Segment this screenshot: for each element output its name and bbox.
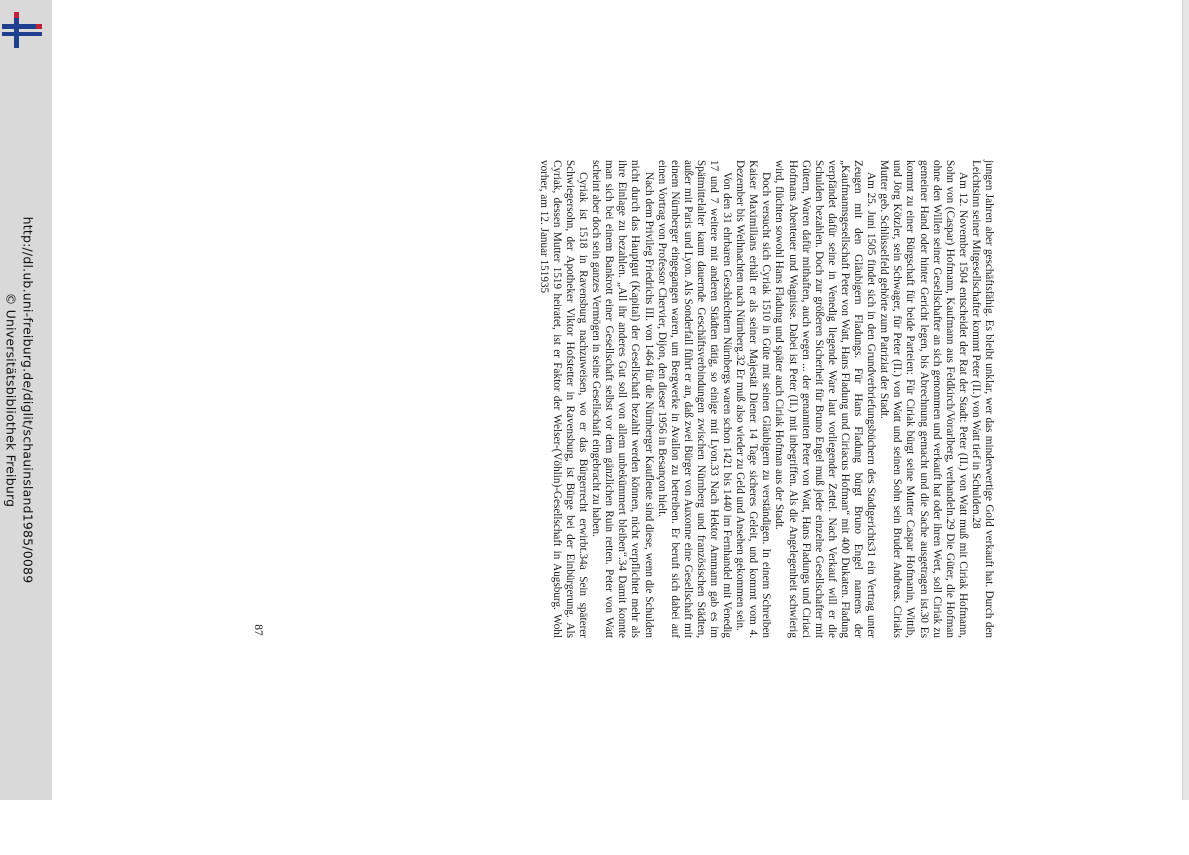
rotated-page-content [537,160,995,638]
paragraph: Am 25. Juni 1505 findet sich in den Grundverbriefungsbüchern des Stadtgerichts31 ein Vertrag unter Zeugen mit den Gläubigern Fladungs. Für Hans Fladung bürgt Bruno Engel namens der „Kaufmannsgesellschaft Peter von Watt, Hans Fladung und Ciriacus Hofman“ mit 400 Dukaten. Fladung verpfändet dafür seine in Venedig liegende Ware laut vorliegender Zettel. Nach Verkauf will er die Schulden bezahlen. Doch zur größeren Sicherheit für Bruno Engel muß jeder einzelne Gesellschafter mit Gütern, Waren dafür mithaften, auch wegen ... der genannten Peter von Watt, Hans Fladungs und Ciriaci Hofmans Abenteuer und Wagnisse. Dabei ist Peter (II.) mit inbegriffen. Als die Angelegenheit schwierig wird, flüchten sowohl Hans Fladung und später auch Ciriak Hofman aus der Stadt. [773,160,878,638]
paragraph: Nach dem Privileg Friedrichs III. von 1464 für die Nürnberger Kaufleute sind diese, wenn die Schulden nicht durch das Hauptgut (Kapital) der Gesellschaft bezahlt werden können, nicht verpflichtet mehr als ihre Einlage zu bezahlen. „All ihr anderes Gut soll von allem unbekümmert bleiben“.34 Damit konnte man sich bei einem Bankrott einer Gesellschaft selbst vor dem gänzlichen Ruin retten. Peter von Watt scheint aber doch sein ganzes Vermögen in seine Gesellschaft eingebracht zu haben. [590,160,655,638]
source-url[interactable]: http://dl.ub.uni-freiburg.de/diglit/schauinsland1985/0089 [20,216,36,584]
page-number: 87 [251,624,264,636]
copyright-notice: © Universitätsbibliothek Freiburg [3,292,19,508]
paragraph: Doch versucht sich Cyriak 1510 in Güte mit seinen Gläubigern zu verständigen. In einem Schreiben Kaiser Maximilians erhält er als seiner Majestät Diener 14 Tage sicheres Geleit, und kommt vom 4. Dezember bis Weihnachten nach Nürnberg.32 Er muß also wieder zu Geld und Ansehen gekommen sein. [734,160,773,638]
body-text [537,160,995,638]
paragraph: jungen Jahren aber geschäftsfähig. Es bleibt unklar, wer das minderwertige Gold verkauft hat. Durch den Leichtsinn seiner Mitgesellschafter kommt Peter (II.) von Watt tief in Schulden.28 [969,160,995,638]
page-edge-scrollbar[interactable] [1182,0,1189,800]
university-logo-icon [0,10,45,50]
paragraph: Von den 31 ehrbaren Geschlechtern Nürnbergs waren schon 1421 bis 1440 im Fernhandel mit Venedig 17 und 7 weitere mit anderen Städten tätig, so einige mit Lyon.33 Nach Hektor Ammann gab es im Spätmittelalter kaum dauernde Geschäftsverbindungen zwischen Nürnberg und französischen Städten, außer mit Paris und Lyon. Als Sonderfall führt er an, daß zwei Bürger von Auxonne eine Gesellschaft mit einem Nürnberger eingegangen waren, um Bergwerke in Avallon zu betreiben. Er beruft sich dabei auf einen Vortrag von Professor Chervier, Dijon, den dieser 1956 in Besançon hielt. [655,160,734,638]
viewer-sidebar [0,0,52,800]
paragraph: Cyriak ist 1518 in Ravensburg nachzuweisen, wo er das Bürgerrecht erwirbt.34a Sein späterer Schwiegersohn, der Apotheker Viktor Hofstetter in Ravensburg, ist Bürge bei der Einbürgerung. Als Cyriak, dessen Mutter 1519 heiratet, ist er Faktor der Welser-(Vöhlin)-Gesellschaft in Augsburg. Wohl vorher, am 12. Januar 151935 [537,160,590,638]
scanned-page [300,160,995,855]
paragraph: Am 12. November 1504 entscheidet der Rat der Stadt: Peter (II.) von Watt muß mit Ciriak Hofmann, Sohn von (Caspar) Hofmann, Kaufmann aus Feldkirch/Vorarlberg, verhandeln.29 Die Güter, die Hofman ohne den Willen seiner Gesellschafter an sich genommen und verkauft hat oder ihren Wert, soll Ciriak zu gemeiner Hand oder hinter Gericht legen, bis Abrechnung gemacht und die Sache ausgetragen ist.30 Es kommt zu einer Bürgschaft für beide Parteien: Für Ciriak bürgt seine Mutter Caspar Hofmanin, Wittib, und Jörg Kötzler, sein Schwager, für Peter (II.) von Watt und seinen Sohn sein Bruder Andreas. Ciriaks Mutter geb. Schlüsselfeld gehörte zum Patriziat der Stadt. [878,160,969,638]
